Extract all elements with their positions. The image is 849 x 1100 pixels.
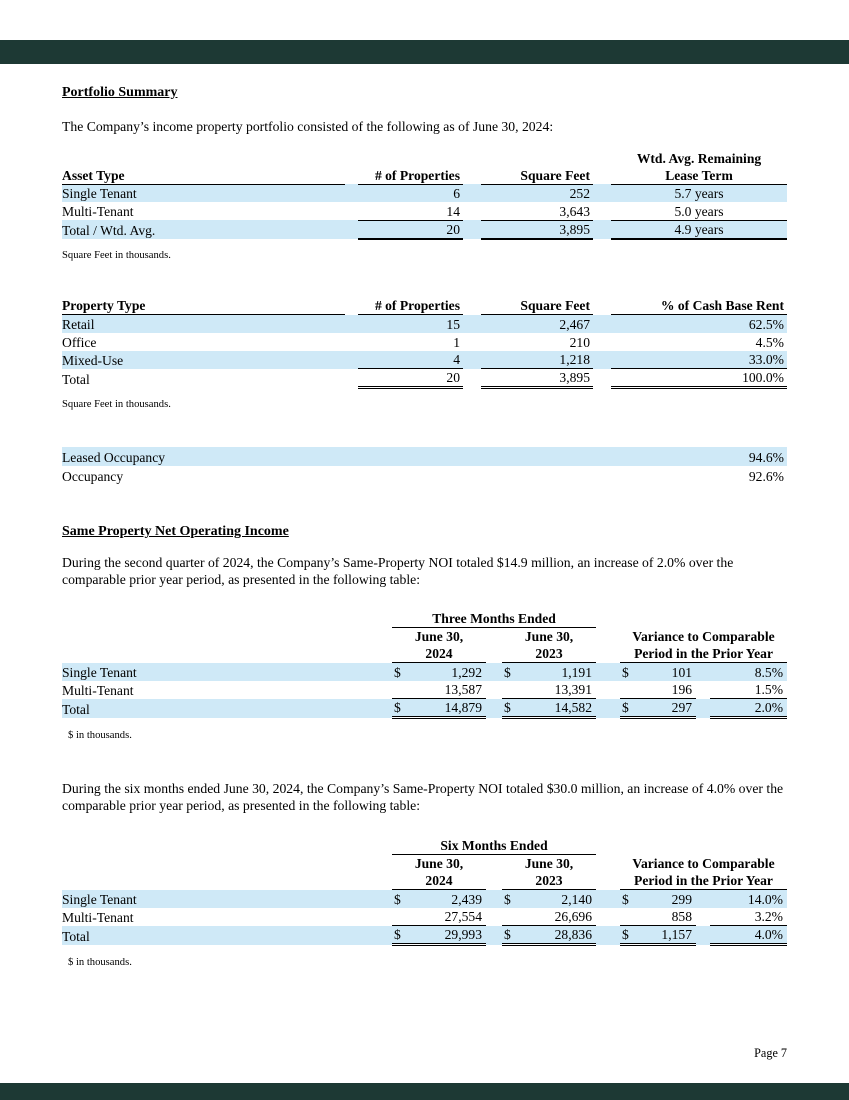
table-total-row [62,220,787,239]
variance-value-cell: 858 [638,908,696,926]
properties-cell: 20 [358,369,463,388]
dollar-sign-cell [392,908,410,926]
noi-q2-paragraph: During the second quarter of 2024, the Company’s Same-Property NOI totaled $14.9 million, an increase of 2.0% over the comparable prior year period, as presented in the following table: [62,555,734,588]
dollar-sign-cell: $ [502,890,520,908]
gutter [345,297,358,315]
current-value-cell: 29,993 [410,926,486,945]
row-label-cell: Single Tenant [62,890,392,908]
table-total-row [62,369,787,388]
dollar-sign-cell: $ [502,926,520,945]
cash-base-rent-header-cell: % of Cash Base Rent [611,297,787,315]
gutter [463,150,481,185]
lease-cell: 5.0 years [611,202,787,220]
sqft-cell: 2,467 [481,315,593,333]
prior-value-cell: 26,696 [520,908,596,926]
sqft-cell: 3,895 [481,220,593,239]
variance-percent-cell: 8.5% [710,663,787,681]
occupancy-value-cell: 92.6% [748,469,784,485]
variance-value-cell: 101 [638,663,696,681]
variance-header-cell: Variance to Comparable Period in the Prior Year [620,855,787,890]
row-label-cell: Total [62,926,392,945]
properties-cell: 15 [358,315,463,333]
dollar-sign-cell: $ [620,890,638,908]
row-label-cell: Leased Occupancy [62,447,702,466]
variance-percent-cell: 3.2% [710,908,787,926]
asset-table-footnote: Square Feet in thousands. [62,249,171,261]
column-header-row [62,855,787,890]
variance-percent-cell: 4.0% [710,926,787,945]
variance-header-cell: Variance to Comparable Period in the Prior Year [620,628,787,663]
row-label-cell: Office [62,334,97,350]
occupancy-value-cell: 94.6% [702,447,787,466]
gutter [345,150,358,185]
table-row [62,908,787,926]
row-label-cell: Multi-Tenant [62,204,134,220]
asset-type-header-cell: Asset Type [62,150,345,185]
period-header-cell: Three Months Ended [392,607,596,628]
properties-cell: 6 [358,184,463,202]
property-type-header-cell: Property Type [62,297,345,315]
column-header-2024: June 30, 2024 [392,855,486,890]
properties-cell: 20 [358,220,463,239]
period-header-row [62,834,787,855]
gutter [463,297,481,315]
variance-value-cell: 299 [638,890,696,908]
num-properties-header-cell: # of Properties [358,150,463,185]
current-value-cell: 1,292 [410,663,486,681]
lease-term-header-cell: Wtd. Avg. Remaining Lease Term [611,150,787,185]
current-value-cell: 13,587 [410,681,486,699]
prior-value-cell: 14,582 [520,699,596,718]
dollar-sign-cell [620,908,638,926]
dollar-sign-cell [502,681,520,699]
noi-q2-footnote: $ in thousands. [68,730,132,742]
table-row [62,184,787,202]
sqft-cell: 210 [569,334,590,350]
noi-ytd-footnote: $ in thousands. [68,957,132,969]
table-row [62,663,787,681]
table-total-row [62,699,787,718]
row-label-cell: Multi-Tenant [62,682,134,698]
variance-percent-cell: 2.0% [710,699,787,718]
prior-value-cell: 1,191 [520,663,596,681]
column-header-2023: June 30, 2023 [502,628,596,663]
dollar-sign-cell [392,681,410,699]
table-row [62,315,787,333]
rent-cell: 100.0% [611,369,787,388]
dollar-sign-cell: $ [502,699,520,718]
variance-value-cell: 297 [638,699,696,718]
variance-percent-cell: 1.5% [710,681,787,699]
property-table-header-row [62,297,787,315]
dollar-sign-cell: $ [620,699,638,718]
table-row [62,466,787,485]
same-property-noi-heading: Same Property Net Operating Income [62,524,289,540]
variance-value-cell: 1,157 [638,926,696,945]
period-header-cell: Six Months Ended [392,834,596,855]
row-label-cell: Occupancy [62,469,124,485]
current-value-cell: 27,554 [410,908,486,926]
rent-cell: 4.5% [755,334,784,350]
prior-value-cell: 28,836 [520,926,596,945]
current-value-cell: 14,879 [410,699,486,718]
current-value-cell: 2,439 [410,890,486,908]
noi-ytd-paragraph: During the six months ended June 30, 2024, the Company’s Same-Property NOI totaled $30.0 million, an increase of 4.0% over the comparable prior year period, as presented in the following table: [62,781,784,814]
gutter [593,297,611,315]
table-row [62,202,787,220]
page-number: Page 7 [754,1046,787,1060]
lease-cell: 4.9 years [611,220,787,239]
dollar-sign-cell: $ [620,663,638,681]
column-header-row [62,628,787,663]
row-label-cell: Multi-Tenant [62,909,134,925]
properties-cell: 4 [358,351,463,369]
sqft-cell: 3,895 [481,369,593,388]
row-label-cell: Total / Wtd. Avg. [62,220,345,239]
row-label-cell: Total [62,699,392,718]
sqft-cell: 3,643 [481,202,593,220]
sqft-cell: 252 [481,184,593,202]
dollar-sign-cell: $ [502,663,520,681]
gutter [593,150,611,185]
row-label-cell: Single Tenant [62,663,392,681]
dollar-sign-cell: $ [392,926,410,945]
asset-type-table [62,150,787,240]
occupancy-table [62,447,787,485]
portfolio-summary-heading: Portfolio Summary [62,85,178,100]
dollar-sign-cell: $ [620,926,638,945]
row-label-cell: Total [62,371,90,387]
table-row [62,447,787,466]
variance-percent-cell: 14.0% [710,890,787,908]
asset-table-header-row [62,150,787,185]
noi-six-months-table [62,834,787,947]
column-header-2024: June 30, 2024 [392,628,486,663]
row-label-cell: Retail [62,315,345,333]
properties-cell: 14 [358,202,463,220]
dollar-sign-cell: $ [392,890,410,908]
num-properties-header-cell: # of Properties [358,297,463,315]
dollar-sign-cell: $ [392,663,410,681]
prior-value-cell: 2,140 [520,890,596,908]
rent-cell: 33.0% [611,351,787,369]
property-type-table [62,297,787,390]
property-table-footnote: Square Feet in thousands. [62,399,171,411]
lease-cell: 5.7 years [611,184,787,202]
prior-value-cell: 13,391 [520,681,596,699]
portfolio-intro-paragraph: The Company’s income property portfolio consisted of the following as of June 30, 2024: [62,119,554,134]
sqft-cell: 1,218 [481,351,593,369]
dollar-sign-cell [502,908,520,926]
column-header-2023: June 30, 2023 [502,855,596,890]
dollar-sign-cell [620,681,638,699]
table-row [62,681,787,699]
row-label-cell: Single Tenant [62,184,345,202]
table-row [62,890,787,908]
noi-three-months-table [62,607,787,720]
row-label-cell: Mixed-Use [62,351,345,369]
square-feet-header-cell: Square Feet [481,297,593,315]
page-content [62,0,787,969]
rent-cell: 62.5% [611,315,787,333]
period-header-row [62,607,787,628]
page-footer-band [0,1083,849,1100]
variance-value-cell: 196 [638,681,696,699]
square-feet-header-cell: Square Feet [481,150,593,185]
table-row [62,351,787,369]
table-total-row [62,926,787,945]
table-row [62,333,787,351]
properties-cell: 1 [453,334,460,350]
dollar-sign-cell: $ [392,699,410,718]
